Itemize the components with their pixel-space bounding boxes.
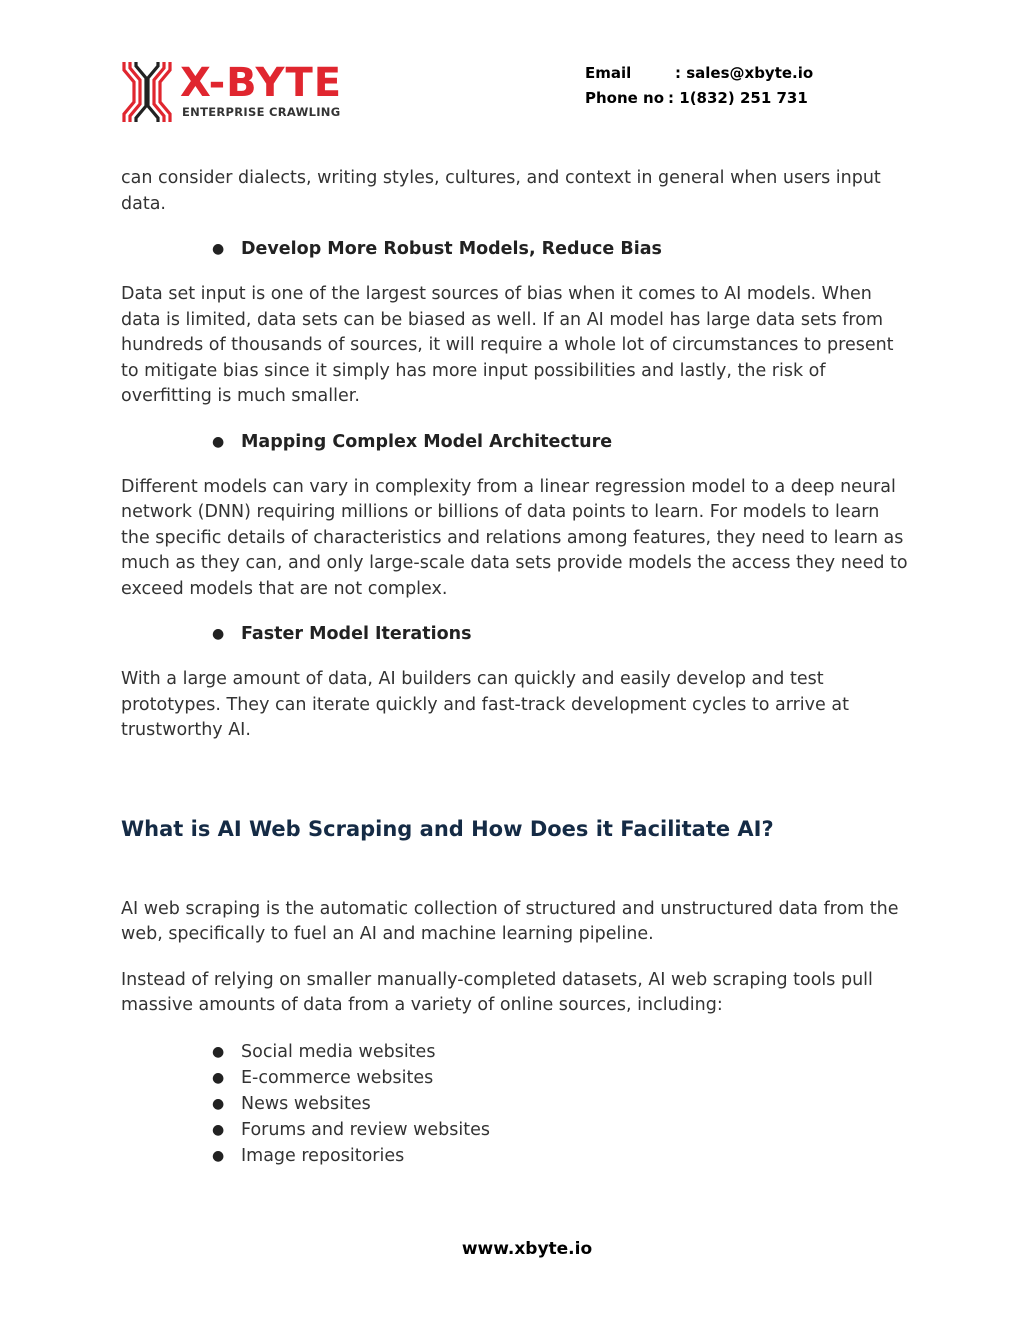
- logo-subtitle: ENTERPRISE CRAWLING: [182, 105, 341, 119]
- heading-faster-iterations: [121, 622, 911, 647]
- list-item-text: Forums and review websites: [241, 1119, 490, 1140]
- paragraph-intro: can consider dialects, writing styles, cultures, and context in general when users input data.: [121, 168, 881, 214]
- paragraph-definition: AI web scraping is the automatic collection of structured and unstructured data from the web, specifically to fuel an AI and machine learning pipeline.: [121, 898, 899, 944]
- logo-title: X-BYTE: [180, 60, 343, 106]
- document-body: [121, 166, 911, 1169]
- contact-info: [585, 61, 813, 111]
- footer-website-link[interactable]: www.xbyte.io: [461, 1239, 593, 1259]
- list-item: [121, 1091, 911, 1117]
- phone-value: : 1(832) 251 731: [668, 89, 808, 107]
- list-item-text: News websites: [241, 1093, 371, 1114]
- company-logo: [120, 60, 360, 124]
- list-item: [121, 1143, 911, 1169]
- footer: [0, 1239, 1024, 1259]
- list-item-text: E-commerce websites: [241, 1067, 434, 1088]
- email-row: [585, 61, 813, 86]
- heading-model-architecture: [121, 430, 911, 455]
- email-value: : sales@xbyte.io: [675, 64, 814, 82]
- phone-row: [585, 86, 813, 111]
- heading-robust-models: [121, 237, 911, 262]
- paragraph-bias: Data set input is one of the largest sources of bias when it comes to AI models. When data is limited, data sets can be biased as well. If an AI model has large data sets from hundreds of thousands of sources, it will require a whole lot of circumstances to present to mitigate bias since it simply has more input possibilities and lastly, the risk of overfitting is much smaller.: [121, 284, 894, 406]
- x-byte-logo-icon: [120, 60, 174, 124]
- list-item: [121, 1117, 911, 1143]
- email-label: Email: [585, 64, 632, 82]
- paragraph-sources: Instead of relying on smaller manually-completed datasets, AI web scraping tools pull massive amounts of data from a variety of online sources, including:: [121, 969, 873, 1015]
- heading-faster-iterations-text: Faster Model Iterations: [241, 624, 472, 644]
- list-item: [121, 1065, 911, 1091]
- paragraph-architecture: Different models can vary in complexity from a linear regression model to a deep neural network (DNN) requiring millions or billions of data points to learn. For models to learn the specific details of characteristics and relations among features, they need to learn as much as they can, and only large-scale data sets provide models the access they need to exceed models that are not complex.: [121, 476, 908, 599]
- phone-label: Phone no: [585, 89, 665, 107]
- sources-list: [121, 1039, 911, 1169]
- section-title: What is AI Web Scraping and How Does it Facilitate AI?: [121, 816, 774, 841]
- heading-model-architecture-text: Mapping Complex Model Architecture: [241, 431, 613, 452]
- list-item: [121, 1039, 911, 1065]
- list-item-text: Social media websites: [241, 1041, 436, 1062]
- paragraph-iterations: With a large amount of data, AI builders can quickly and easily develop and test prototypes. They can iterate quickly and fast-track development cycles to arrive at trustworthy AI.: [121, 669, 849, 740]
- heading-robust-models-text: Develop More Robust Models, Reduce Bias: [241, 239, 662, 259]
- list-item-text: Image repositories: [241, 1145, 405, 1166]
